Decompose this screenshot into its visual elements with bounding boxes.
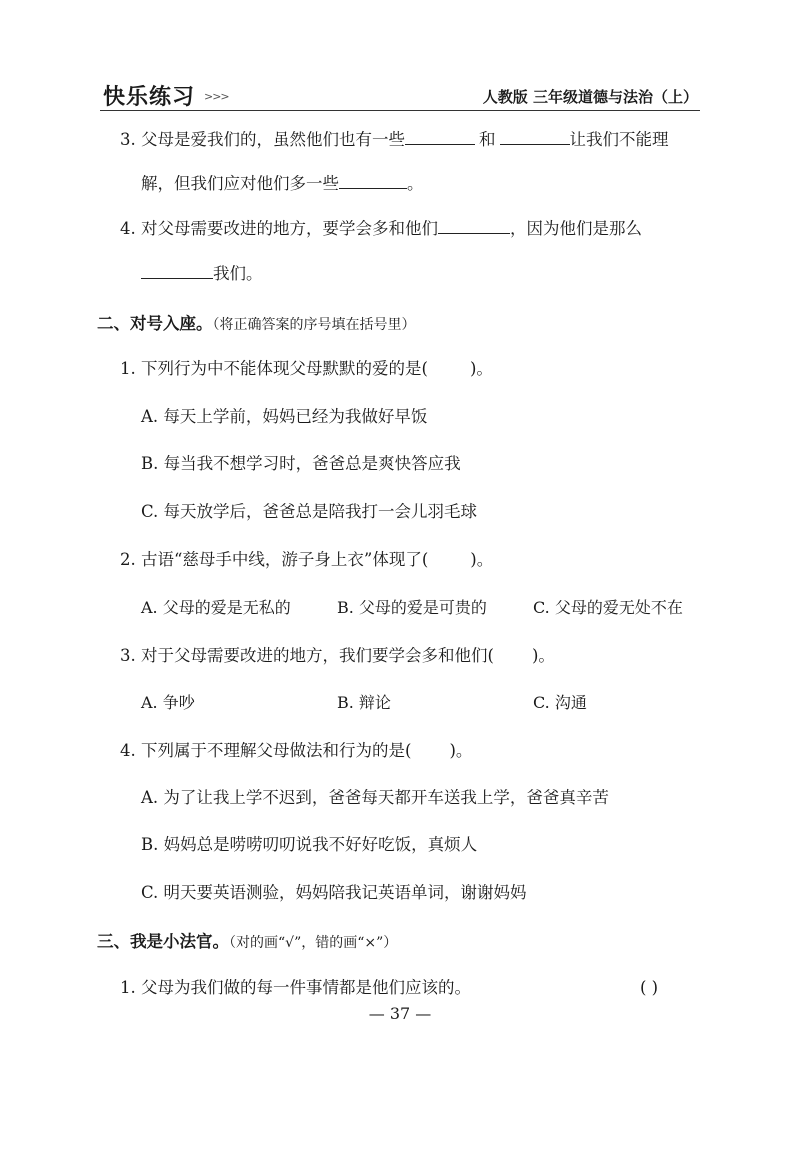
option-c: C. 每天放学后，爸爸总是陪我打一会儿羽毛球 [141, 502, 478, 521]
chevron-decoration: >>> [204, 90, 229, 103]
choice-question-1: 1. 下列行为中不能体现父母默默的爱的是( )。 [120, 359, 493, 378]
option-c: C. 父母的爱无处不在 [533, 598, 683, 617]
answer-blank[interactable] [405, 128, 475, 145]
answer-blank[interactable] [141, 262, 213, 279]
answer-blank[interactable] [500, 128, 570, 145]
fill-question-4: 4. 对父母需要改进的地方，要学会多和他们 ，因为他们是那么 [120, 219, 642, 238]
option-a: A. 每天上学前，妈妈已经为我做好早饭 [141, 407, 428, 426]
edition-label: 人教版 三年级道德与法治（上） [482, 88, 698, 106]
judge-answer-paren[interactable]: ( ) [640, 978, 659, 997]
judge-question-1: 1. 父母为我们做的每一件事情都是他们应该的。 [120, 978, 471, 997]
option-c: C. 明天要英语测验，妈妈陪我记英语单词，谢谢妈妈 [141, 883, 527, 902]
option-a: A. 为了让我上学不迟到，爸爸每天都开车送我上学，爸爸真辛苦 [141, 788, 609, 807]
answer-blank[interactable] [438, 217, 510, 234]
fill-question-4-cont: 我们。 [141, 262, 263, 285]
option-b: B. 妈妈总是唠唠叨叨说我不好好吃饭，真烦人 [141, 835, 478, 854]
choice-question-4: 4. 下列属于不理解父母做法和行为的是( )。 [120, 741, 473, 760]
header-divider [100, 110, 700, 111]
option-b: B. 父母的爱是可贵的 [337, 598, 487, 617]
fill-question-3-cont: 解，但我们应对他们多一些 。 [141, 174, 424, 193]
section-3-heading: 三、我是小法官。（对的画“√”，错的画“×”） [97, 932, 398, 951]
option-b: B. 每当我不想学习时，爸爸总是爽快答应我 [141, 454, 461, 473]
brand-title: 快乐练习 [103, 85, 196, 110]
page-header [100, 78, 700, 112]
option-a: A. 争吵 [141, 693, 195, 712]
section-2-heading: 二、对号入座。（将正确答案的序号填在括号里） [97, 314, 416, 333]
option-b: B. 辩论 [337, 693, 391, 712]
answer-blank[interactable] [339, 172, 407, 189]
option-a: A. 父母的爱是无私的 [141, 598, 291, 617]
option-c: C. 沟通 [533, 693, 587, 712]
page-number: — 37 — [368, 1004, 432, 1023]
choice-question-2: 2. 古语“慈母手中线，游子身上衣”体现了( )。 [120, 550, 494, 569]
fill-question-3: 3. 父母是爱我们的，虽然他们也有一些 和 让我们不能理 [120, 130, 669, 149]
choice-question-3: 3. 对于父母需要改进的地方，我们要学会多和他们( )。 [120, 646, 555, 665]
